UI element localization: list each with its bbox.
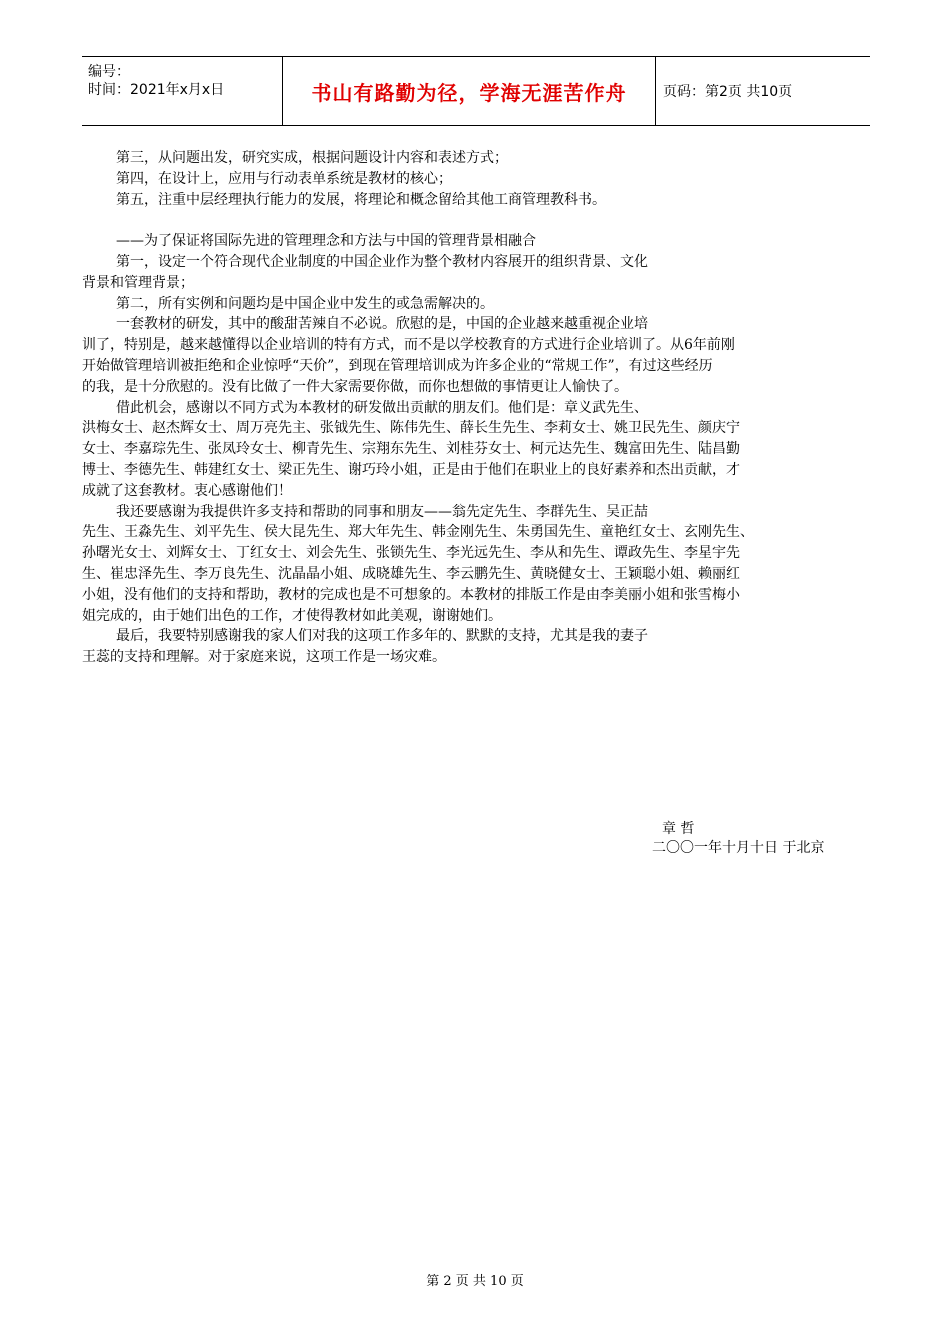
document-body (82, 148, 872, 668)
page-header (82, 56, 870, 126)
header-meta (82, 57, 282, 125)
header-page-cell (655, 57, 870, 125)
body-text-line: 背景和管理背景； (82, 274, 194, 291)
body-text-line: 我还要感谢为我提供许多支持和帮助的同事和朋友——翁先定先生、李群先生、吴正喆 (116, 503, 648, 520)
body-text-line: 小姐，没有他们的支持和帮助，教材的完成也是不可想象的。本教材的排版工作是由李美丽小姐和张雪梅小 (82, 586, 740, 603)
body-text-line: 第三，从问题出发，研究实成，根据问题设计内容和表述方式； (116, 150, 508, 166)
header-motto-cell (282, 57, 656, 125)
paragraph-spacer (82, 210, 872, 231)
body-text-line: 第二，所有实例和问题均是中国企业中发生的或急需解决的。 (116, 295, 494, 312)
body-text-line: 训了，特别是，越来越懂得以企业培训的特有方式，而不是以学校教育的方式进行企业培训了。从6年前刚 (82, 337, 735, 354)
header-motto: 书山有路勤为径，学海无涯苦作舟 (311, 80, 627, 105)
body-text-line: 女士、李嘉琮先生、张凤玲女士、柳青先生、宗翔东先生、刘桂芬女士、柯元达先生、魏富田先生、陆昌勤 (82, 441, 740, 458)
page-footer: 第 2 页 共 10 页 (426, 1274, 524, 1289)
body-text-line: 姐完成的，由于她们出色的工作，才使得教材如此美观，谢谢她们。 (82, 607, 502, 624)
body-text-line: 王蕊的支持和理解。对于家庭来说，这项工作是一场灾难。 (82, 649, 446, 666)
signature-name: 章 哲 (662, 821, 695, 837)
document-number-label: 编号： (88, 64, 130, 80)
body-text-line: 洪梅女士、赵杰辉女士、周万亮先主、张钺先生、陈伟先生、薛长生先生、李莉女士、姚卫民先生、颜庆宁 (82, 420, 740, 437)
body-text-line: 开始做管理培训被拒绝和企业惊呼“天价”，到现在管理培训成为许多企业的“常规工作”，有过这些经历 (82, 357, 713, 374)
body-text-line: 第一，设定一个符合现代企业制度的中国企业作为整个教材内容展开的组织背景、文化 (116, 253, 648, 270)
body-text-line: 借此机会，感谢以不同方式为本教材的研发做出贡献的朋友们。他们是：章义武先生、 (116, 399, 648, 416)
body-text-line: 博士、李德先生、韩建红女士、梁正先生、谢巧玲小姐，正是由于他们在职业上的良好素养和杰出贡献，才 (82, 461, 740, 478)
body-text-line: 先生、王淼先生、刘平先生、侯大昆先生、郑大年先生、韩金刚先生、朱勇国先生、童艳红女士、玄刚先生、 (82, 524, 754, 541)
document-time-label: 时间：2021年x月x日 (88, 82, 225, 98)
signature-date: 二〇〇一年十月十日 于北京 (652, 840, 825, 856)
body-text-line: 生、崔忠泽先生、李万良先生、沈晶晶小姐、成晓雄先生、李云鹏先生、黄晓健女士、王颖聪小姐、赖丽红 (82, 565, 740, 582)
header-page-info: 页码：第2页 共10页 (663, 84, 793, 100)
body-text-line: 第四，在设计上，应用与行动表单系统是教材的核心； (116, 170, 452, 187)
body-text-line: 的我，是十分欣慰的。没有比做了一件大家需要你做，而你也想做的事情更让人愉快了。 (82, 378, 628, 395)
body-text-line: 第五，注重中层经理执行能力的发展，将理论和概念留给其他工商管理教科书。 (116, 191, 606, 208)
body-text-line: 最后，我要特别感谢我的家人们对我的这项工作多年的、默默的支持，尤其是我的妻子 (116, 628, 648, 645)
body-text-line: ——为了保证将国际先进的管理理念和方法与中国的管理背景相融合 (116, 233, 536, 250)
body-text-line: 成就了这套教材。衷心感谢他们！ (82, 482, 292, 499)
body-text-line: 孙曙光女士、刘辉女士、丁红女士、刘会先生、张锁先生、李光远先生、李从和先生、谭政先生、李星宇先 (82, 545, 740, 562)
body-text-line: 一套教材的研发，其中的酸甜苦辣自不必说。欣慰的是，中国的企业越来越重视企业培 (116, 316, 648, 333)
